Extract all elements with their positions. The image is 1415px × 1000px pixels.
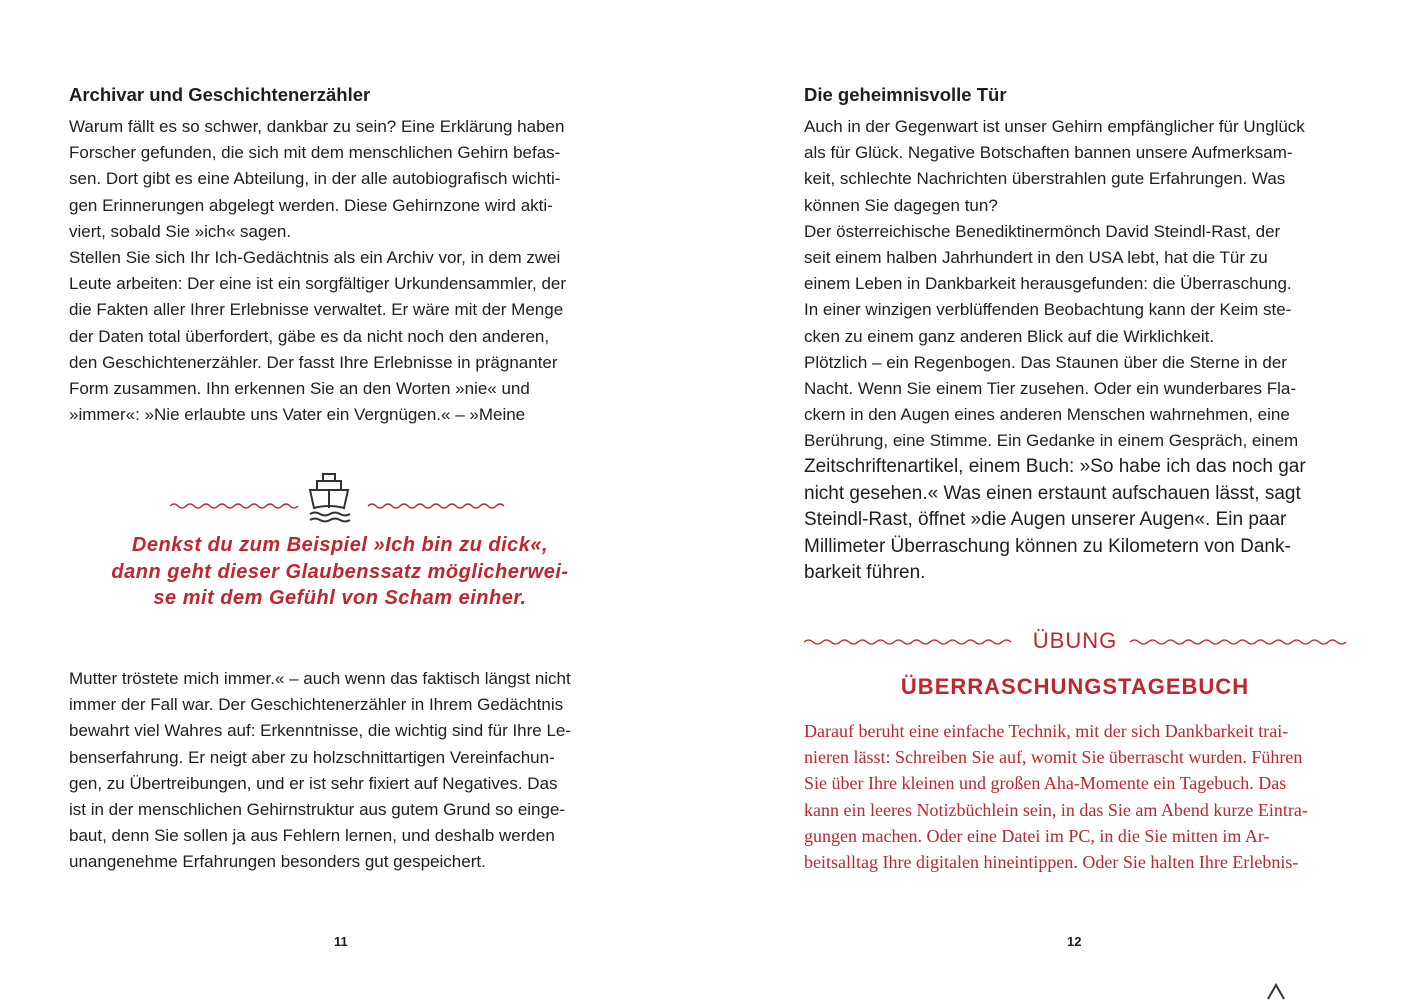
section-heading: Archivar und Geschichtenerzähler — [69, 84, 371, 105]
text-line: »immer«: »Nie erlaubte uns Vater ein Vergnügen.« – »Meine — [69, 405, 526, 425]
text-line: ckern in den Augen eines anderen Menschen wahrnehmen, eine — [804, 405, 1290, 425]
text-line: Leute arbeiten: Der eine ist ein sorgfältiger Urkundensammler, der — [69, 274, 567, 294]
exercise-label: ÜBUNG — [1032, 628, 1118, 653]
text-line: Nacht. Wenn Sie einem Tier zusehen. Oder ein wunderbares Fla- — [804, 378, 1296, 398]
text-line: se mit dem Gefühl von Scham einher. — [153, 587, 527, 609]
text-line: Darauf beruht eine einfache Technik, mit der sich Dankbarkeit trai- — [804, 721, 1289, 741]
wave-line-right — [1130, 640, 1346, 644]
text-line: Auch in der Gegenwart ist unser Gehirn empfänglicher für Unglück — [804, 117, 1305, 136]
pull-quote — [70, 532, 610, 612]
text-line: dann geht dieser Glaubenssatz möglicherwei- — [111, 560, 569, 583]
text-line: können Sie dagegen tun? — [804, 195, 998, 215]
text-line: keit, schlechte Nachrichten überstrahlen gute Erfahrungen. Was — [804, 169, 1286, 189]
text-line: Plötzlich – ein Regenbogen. Das Staunen über die Sterne in der — [804, 352, 1287, 372]
text-line: der Daten total überfordert, gäbe es da nicht noch den anderen, — [69, 326, 550, 346]
text-line: baut, denn Sie sollen ja aus Fehlern lernen, und deshalb werden — [69, 826, 555, 846]
text-line: immer der Fall war. Der Geschichtenerzähler in Ihrem Gedächtnis — [69, 695, 564, 715]
text-line: Forscher gefunden, die sich mit dem menschlichen Gehirn befas- — [69, 143, 561, 163]
text-line: Berührung, eine Stimme. Ein Gedanke in einem Gespräch, einem — [804, 431, 1299, 451]
left-paragraph-2 — [69, 666, 571, 876]
text-line: Warum fällt es so schwer, dankbar zu sein? Eine Erklärung haben — [69, 117, 565, 136]
page-corner-arrow-icon[interactable] — [1266, 983, 1286, 1000]
text-line: In einer winzigen verblüffenden Beobachtung kann der Keim ste- — [804, 300, 1292, 320]
text-line: Denkst du zum Beispiel »Ich bin zu dick«, — [131, 534, 549, 556]
text-line: gungen machen. Oder eine Datei im PC, in die Sie mitten im Ar- — [804, 825, 1270, 846]
ship-icon — [310, 474, 350, 522]
text-line: Stellen Sie sich Ihr Ich-Gedächtnis als ein Archiv vor, in dem zwei — [69, 247, 561, 267]
ship-divider — [170, 470, 515, 526]
text-line: nieren lässt: Schreiben Sie auf, womit Sie überrascht wurden. Führen — [804, 747, 1303, 768]
text-line: cken zu einem ganz anderen Blick auf die Wirklichkeit. — [804, 326, 1215, 346]
text-line: bewahrt viel Wahres auf: Erkenntnisse, die wichtig sind für Ihre Le- — [69, 721, 572, 741]
text-line: Der österreichische Benediktinermönch David Steindl-Rast, der — [804, 221, 1281, 241]
text-line: gen Erinnerungen abgelegt werden. Diese Gehirnzone wird akti- — [69, 195, 553, 215]
text-line: seit einem halben Jahrhundert in den USA lebt, hat die Tür zu — [804, 247, 1268, 267]
text-line: ist in der menschlichen Gehirnstruktur aus gutem Grund so einge- — [69, 799, 566, 819]
page-number-right: 12 — [1067, 934, 1082, 949]
text-line: Form zusammen. Ihn erkennen Sie an den Worten »nie« und — [69, 378, 530, 398]
text-line: Zeitschriftenartikel, einem Buch: »So habe ich das noch gar — [804, 456, 1306, 477]
left-paragraph-1 — [69, 114, 566, 428]
text-line: barkeit führen. — [804, 562, 926, 583]
exercise-title: ÜBERRASCHUNGSTAGEBUCH — [900, 674, 1250, 699]
text-line: einem Leben in Dankbarkeit herausgefunden: die Überraschung. — [804, 274, 1292, 294]
text-line: nicht gesehen.« Was einen erstaunt aufschauen lässt, sagt — [804, 482, 1301, 504]
right-paragraph-1-cont — [804, 454, 1306, 587]
text-line: Millimeter Überraschung können zu Kilometern von Dank- — [804, 535, 1291, 557]
text-line: unangenehme Erfahrungen besonders gut gespeichert. — [69, 852, 486, 872]
wave-line-right — [368, 504, 504, 508]
text-line: den Geschichtenerzähler. Der fasst Ihre Erlebnisse in prägnanter — [69, 352, 558, 372]
section-heading: Die geheimnisvolle Tür — [804, 84, 1007, 105]
text-line: Steindl-Rast, öffnet »die Augen unserer Augen«. Ein paar — [804, 509, 1287, 530]
text-line: Sie über Ihre kleinen und großen Aha-Momente ein Tagebuch. Das — [804, 773, 1287, 794]
text-line: als für Glück. Negative Botschaften bannen unsere Aufmerksam- — [804, 143, 1293, 163]
text-line: benserfahrung. Er neigt aber zu holzschnittartigen Vereinfachun- — [69, 747, 555, 767]
exercise-text — [804, 718, 1308, 875]
text-line: kann ein leeres Notizbüchlein sein, in das Sie am Abend kurze Eintra- — [804, 799, 1308, 820]
wave-line-left — [804, 640, 1011, 644]
text-line: sen. Dort gibt es eine Abteilung, in der alle autobiografisch wichti- — [69, 169, 561, 189]
text-line: die Fakten aller Ihrer Erlebnisse verwaltet. Er wäre mit der Menge — [69, 300, 564, 320]
text-line: beitsalltag Ihre digitalen hineintippen. Oder Sie halten Ihre Erlebnis- — [804, 851, 1299, 872]
text-line: viert, sobald Sie »ich« sagen. — [69, 221, 292, 241]
text-line: gen, zu Übertreibungen, und er ist sehr fixiert auf Negatives. Das — [69, 773, 558, 793]
page-number-left: 11 — [334, 934, 348, 949]
right-paragraph-1 — [804, 114, 1305, 454]
text-line: Mutter tröstete mich immer.« – auch wenn das faktisch längst nicht — [69, 669, 571, 688]
wave-line-left — [170, 504, 298, 508]
